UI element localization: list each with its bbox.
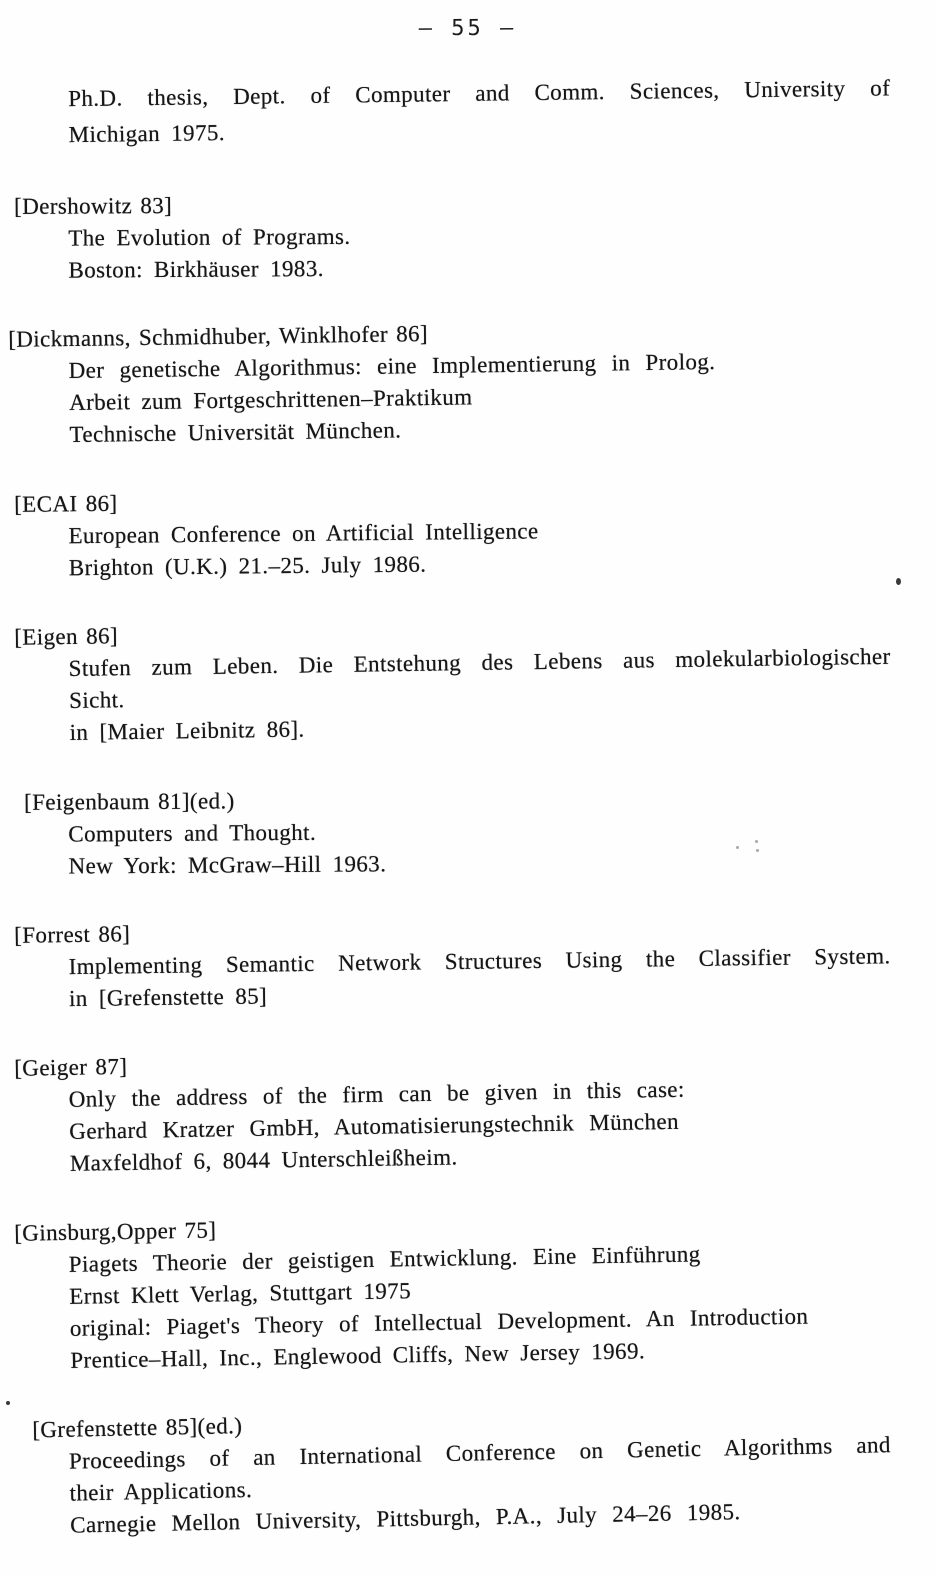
ref-label: [ECAI 86] xyxy=(14,490,118,517)
ref-line: Only the address of the firm can be given in this case: xyxy=(68,1076,685,1112)
reference-entry xyxy=(0,185,935,287)
ink-speck xyxy=(736,846,739,849)
ref-line: Michigan 1975. xyxy=(68,120,226,148)
ref-line: Der genetische Algorithmus: eine Implementierung in Prolog. xyxy=(68,349,716,384)
ink-speck xyxy=(896,578,901,585)
ref-label: [Forrest 86] xyxy=(14,921,131,948)
ink-speck xyxy=(755,840,758,843)
ref-line: Ph.D. thesis, Dept. of Computer and Comm. Sciences, University of xyxy=(68,75,891,112)
ref-line: Piagets Theorie der geistigen Entwicklung. Eine Einführung xyxy=(68,1241,701,1277)
ink-speck xyxy=(6,1401,10,1405)
ref-line: Boston: Birkhäuser 1983. xyxy=(68,256,324,283)
ref-line: Arbeit zum Fortgeschrittenen–Praktikum xyxy=(68,384,473,416)
reference-entry xyxy=(0,908,935,1016)
ref-line: European Conference on Artificial Intelligence xyxy=(68,518,539,549)
reference-entry xyxy=(0,1037,935,1180)
ref-label: [Ginsburg,Opper 75] xyxy=(14,1217,217,1246)
reference-entry xyxy=(0,780,935,883)
ref-line: Proceedings of an International Conference on Genetic Algorithms and xyxy=(68,1432,892,1474)
ref-line: their Applications. xyxy=(69,1476,253,1506)
ref-line: Computers and Thought. xyxy=(68,819,317,847)
ref-line: Maxfeldhof 6, 8044 Unterschleißheim. xyxy=(69,1144,458,1176)
reference-entry xyxy=(0,311,935,452)
ref-line: The Evolution of Programs. xyxy=(68,223,351,251)
ref-label: [Dershowitz 83] xyxy=(14,192,173,219)
reference-entry xyxy=(0,1202,935,1377)
ink-speck xyxy=(756,849,759,852)
reference-entry xyxy=(0,70,935,154)
ref-line: Implementing Semantic Network Structures Using the Classifier System. xyxy=(68,943,891,980)
page-number: – 55 – xyxy=(418,15,517,42)
ref-label: [Geiger 87] xyxy=(14,1053,128,1081)
ref-line: Prentice–Hall, Inc., Englewood Cliffs, New Jersey 1969. xyxy=(70,1338,646,1373)
references-list xyxy=(0,75,935,1543)
ref-line: in [Grefenstette 85] xyxy=(68,983,268,1012)
ref-line: Stufen zum Leben. Die Entstehung des Lebens aus molekularbiologischer xyxy=(68,643,891,681)
ref-line: in [Maier Leibnitz 86]. xyxy=(69,716,305,745)
ref-line: Sicht. xyxy=(68,687,125,713)
ref-line: Ernst Klett Verlag, Stuttgart 1975 xyxy=(69,1278,412,1309)
ref-line: New York: McGraw–Hill 1963. xyxy=(68,851,387,879)
ref-label: [Feigenbaum 81](ed.) xyxy=(24,788,235,815)
reference-entry xyxy=(0,608,935,750)
ref-line: Gerhard Kratzer GmbH, Automatisierungstechnik München xyxy=(69,1108,680,1144)
reference-entry xyxy=(0,1396,935,1543)
ref-line: original: Piaget's Theory of Intellectual Development. An Introduction xyxy=(69,1303,809,1341)
reference-entry xyxy=(0,479,935,585)
ref-line: Carnegie Mellon University, Pittsburgh, P.A., July 24–26 1985. xyxy=(69,1499,741,1538)
ref-label: [Eigen 86] xyxy=(14,623,119,650)
ref-label: [Dickmanns, Schmidhuber, Winklhofer 86] xyxy=(8,321,429,352)
ref-line: Brighton (U.K.) 21.–25. July 1986. xyxy=(68,551,427,581)
ref-label: [Grefenstette 85](ed.) xyxy=(32,1413,243,1443)
ref-line: Technische Universität München. xyxy=(69,417,402,448)
